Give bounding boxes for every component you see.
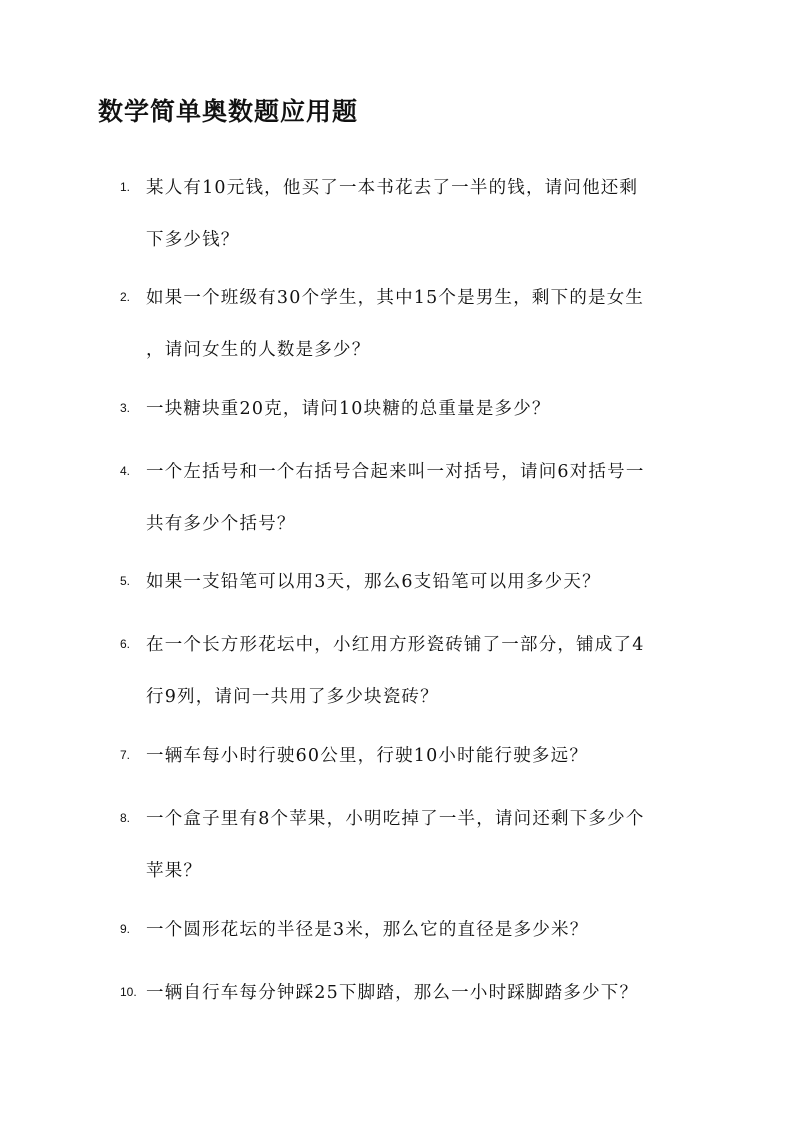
question-text-line: 一辆车每小时行驶60公里，行驶10小时能行驶多远？ — [146, 746, 589, 766]
question-number: 3. — [120, 401, 131, 415]
question-text-line: 行9列，请问一共用了多少块瓷砖？ — [146, 687, 439, 707]
question-number: 8. — [120, 811, 131, 825]
question-text-line: 下多少钱？ — [146, 230, 240, 250]
question-number: 9. — [120, 922, 131, 936]
question-number: 4. — [120, 464, 131, 478]
question-text-line: 一辆自行车每分钟踩25下脚踏，那么一小时踩脚踏多少下？ — [146, 983, 639, 1003]
question-text-line: 如果一个班级有30个学生，其中15个是男生，剩下的是女生 — [146, 288, 645, 308]
question-text-line: 在一个长方形花坛中，小红用方形瓷砖铺了一部分，铺成了4 — [146, 635, 645, 655]
question-number: 10. — [120, 985, 137, 999]
question-text-line: 一个左括号和一个右括号合起来叫一对括号，请问6对括号一 — [146, 462, 645, 482]
question-text-line: 一个圆形花坛的半径是3米，那么它的直径是多少米？ — [146, 920, 589, 940]
document-title: 数学简单奥数题应用题 — [98, 97, 359, 126]
question-text-line: 一个盒子里有8个苹果，小明吃掉了一半，请问还剩下多少个 — [146, 809, 645, 829]
question-text-line: 某人有10元钱，他买了一本书花去了一半的钱，请问他还剩 — [146, 178, 639, 198]
question-text-line: 共有多少个括号？ — [146, 514, 296, 534]
question-text-line: 一块糖块重20克，请问10块糖的总重量是多少？ — [146, 399, 551, 419]
question-number: 7. — [120, 748, 131, 762]
question-text-line: 苹果？ — [146, 861, 203, 881]
question-number: 6. — [120, 637, 131, 651]
question-text-line: 如果一支铅笔可以用3天，那么6支铅笔可以用多少天？ — [146, 572, 601, 592]
question-number: 5. — [120, 574, 131, 588]
question-text-line: ，请问女生的人数是多少？ — [146, 340, 371, 360]
question-number: 1. — [120, 180, 131, 194]
question-number: 2. — [120, 290, 131, 304]
